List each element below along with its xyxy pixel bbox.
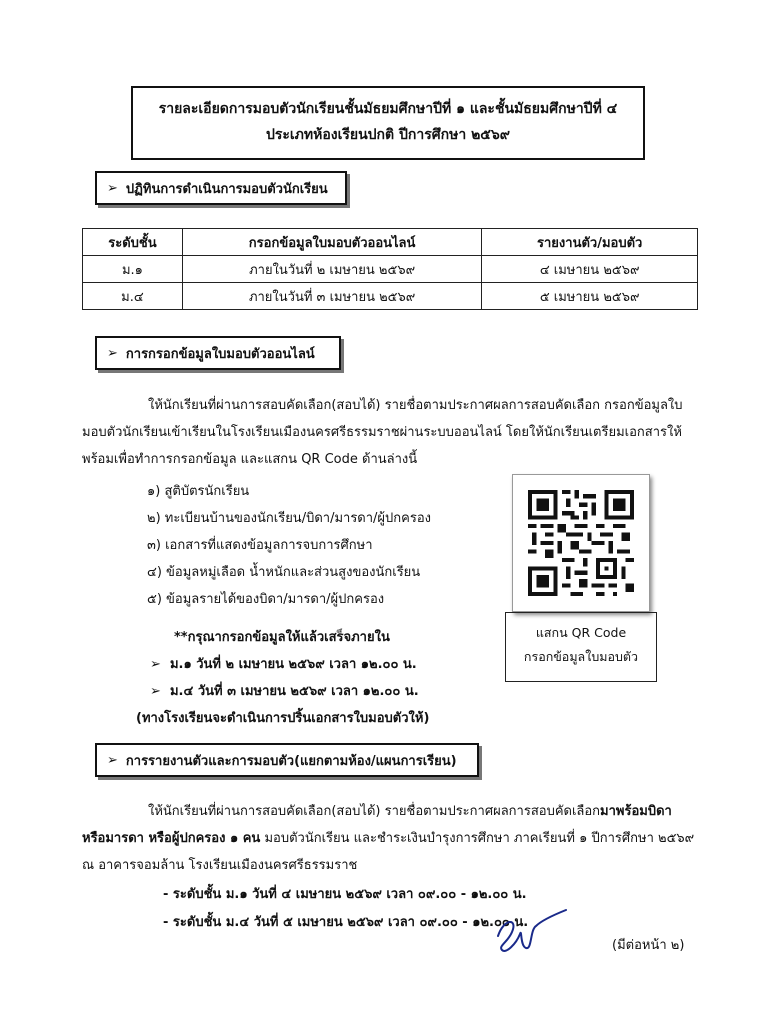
section-heading-calendar bbox=[95, 171, 347, 205]
table-header-cell: กรอกข้อมูลใบมอบตัวออนไลน์ bbox=[182, 229, 481, 256]
paragraph-bold-text: หรือมารดา หรือผู้ปกครอง ๑ คน bbox=[82, 831, 261, 846]
table-header-row bbox=[83, 229, 698, 256]
table-header-cell: ระดับชั้น bbox=[83, 229, 183, 256]
paragraph-line: พร้อมเพื่อทำการกรอกข้อมูล และแสกน QR Code ด้านล่างนี้ bbox=[82, 452, 418, 467]
paragraph-line: ณ อาคารจอมล้าน โรงเรียนเมืองนครศรีธรรมราช bbox=[82, 858, 358, 873]
deadline-note: **กรุณากรอกข้อมูลให้แล้วเสร็จภายใน bbox=[174, 630, 390, 645]
arrow-right-icon: ➢ bbox=[107, 180, 118, 196]
arrow-right-icon: ➢ bbox=[150, 684, 170, 699]
table-cell: ๕ เมษายน ๒๕๖๙ bbox=[482, 283, 698, 310]
qr-label-line2: กรอกข้อมูลใบมอบตัว bbox=[523, 649, 639, 664]
qr-code-frame bbox=[512, 474, 650, 612]
table-cell: ๔ เมษายน ๒๕๖๙ bbox=[482, 256, 698, 283]
table-cell: ม.๑ bbox=[83, 256, 183, 283]
paragraph-text: ให้นักเรียนที่ผ่านการสอบคัดเลือก(สอบได้) รายชื่อตามประกาศผลการสอบคัดเลือก bbox=[148, 804, 601, 819]
paragraph-bold-text: มาพร้อมบิดา bbox=[600, 804, 672, 819]
document-title-box bbox=[131, 86, 645, 160]
table-cell: ภายในวันที่ ๓ เมษายน ๒๕๖๙ bbox=[182, 283, 481, 310]
arrow-right-icon: ➢ bbox=[107, 752, 118, 768]
paragraph-line bbox=[148, 800, 672, 824]
schedule-table bbox=[82, 228, 698, 310]
signature-icon bbox=[490, 906, 570, 956]
schedule-m4: - ระดับชั้น ม.๔ วันที่ ๕ เมษายน ๒๕๖๙ เวลา ๐๙.๐๐ - ๑๒.๐๐ น. bbox=[163, 915, 529, 930]
list-item: ๑) สูติบัตรนักเรียน bbox=[147, 484, 250, 499]
table-header-cell: รายงานตัว/มอบตัว bbox=[482, 229, 698, 256]
qr-code-label bbox=[505, 612, 657, 682]
table-row bbox=[83, 256, 698, 283]
arrow-right-icon: ➢ bbox=[150, 657, 170, 672]
list-item: ๕) ข้อมูลรายได้ของบิดา/มารดา/ผู้ปกครอง bbox=[147, 592, 385, 607]
deadline-m1-text: ม.๑ วันที่ ๒ เมษายน ๒๕๖๙ เวลา ๑๒.๐๐ น. bbox=[169, 657, 417, 672]
qr-label-line1: แสกน QR Code bbox=[535, 625, 627, 640]
schedule-m1: - ระดับชั้น ม.๑ วันที่ ๔ เมษายน ๒๕๖๙ เวลา ๐๙.๐๐ - ๑๒.๐๐ น. bbox=[163, 887, 527, 902]
print-note: (ทางโรงเรียนจะดำเนินการปริ้นเอกสารใบมอบตัวให้) bbox=[136, 711, 430, 726]
table-row bbox=[83, 283, 698, 310]
paragraph-line bbox=[82, 827, 694, 851]
section-heading-text: การกรอกข้อมูลใบมอบตัวออนไลน์ bbox=[125, 346, 315, 362]
section-heading-text: ปฏิทินการดำเนินการมอบตัวนักเรียน bbox=[125, 181, 328, 197]
paragraph-text: มอบตัวนักเรียน และชำระเงินบำรุงการศึกษา ภาคเรียนที่ ๑ ปีการศึกษา ๒๕๖๙ bbox=[260, 831, 695, 846]
arrow-right-icon: ➢ bbox=[107, 345, 118, 361]
paragraph-line: ให้นักเรียนที่ผ่านการสอบคัดเลือก(สอบได้) รายชื่อตามประกาศผลการสอบคัดเลือก กรอกข้อมูลใบ bbox=[148, 398, 683, 413]
section-heading-report bbox=[95, 743, 479, 777]
document-title-line2: ประเภทห้องเรียนปกติ ปีการศึกษา ๒๕๖๙ bbox=[265, 127, 511, 143]
document-title-line1: รายละเอียดการมอบตัวนักเรียนชั้นมัธยมศึกษาปีที่ ๑ และชั้นมัธยมศึกษาปีที่ ๔ bbox=[158, 101, 618, 117]
table-cell: ภายในวันที่ ๒ เมษายน ๒๕๖๙ bbox=[182, 256, 481, 283]
deadline-m4 bbox=[150, 680, 419, 704]
list-item: ๔) ข้อมูลหมู่เลือด น้ำหนักและส่วนสูงของนักเรียน bbox=[147, 565, 421, 580]
section-heading-online-form bbox=[95, 336, 341, 370]
deadline-m4-text: ม.๔ วันที่ ๓ เมษายน ๒๕๖๙ เวลา ๑๒.๐๐ น. bbox=[169, 684, 419, 699]
paragraph-line: มอบตัวนักเรียนเข้าเรียนในโรงเรียนเมืองนครศรีธรรมราชผ่านระบบออนไลน์ โดยให้นักเรียนเตรียมเอกสารให้ bbox=[82, 425, 682, 440]
continued-note: (มีต่อหน้า ๒) bbox=[612, 938, 685, 953]
list-item: ๓) เอกสารที่แสดงข้อมูลการจบการศึกษา bbox=[147, 538, 373, 553]
section-heading-text: การรายงานตัวและการมอบตัว(แยกตามห้อง/แผนการเรียน) bbox=[125, 753, 457, 769]
deadline-m1 bbox=[150, 653, 417, 677]
qr-code-icon bbox=[528, 490, 634, 596]
table-cell: ม.๔ bbox=[83, 283, 183, 310]
list-item: ๒) ทะเบียนบ้านของนักเรียน/บิดา/มารดา/ผู้ปกครอง bbox=[147, 511, 431, 526]
